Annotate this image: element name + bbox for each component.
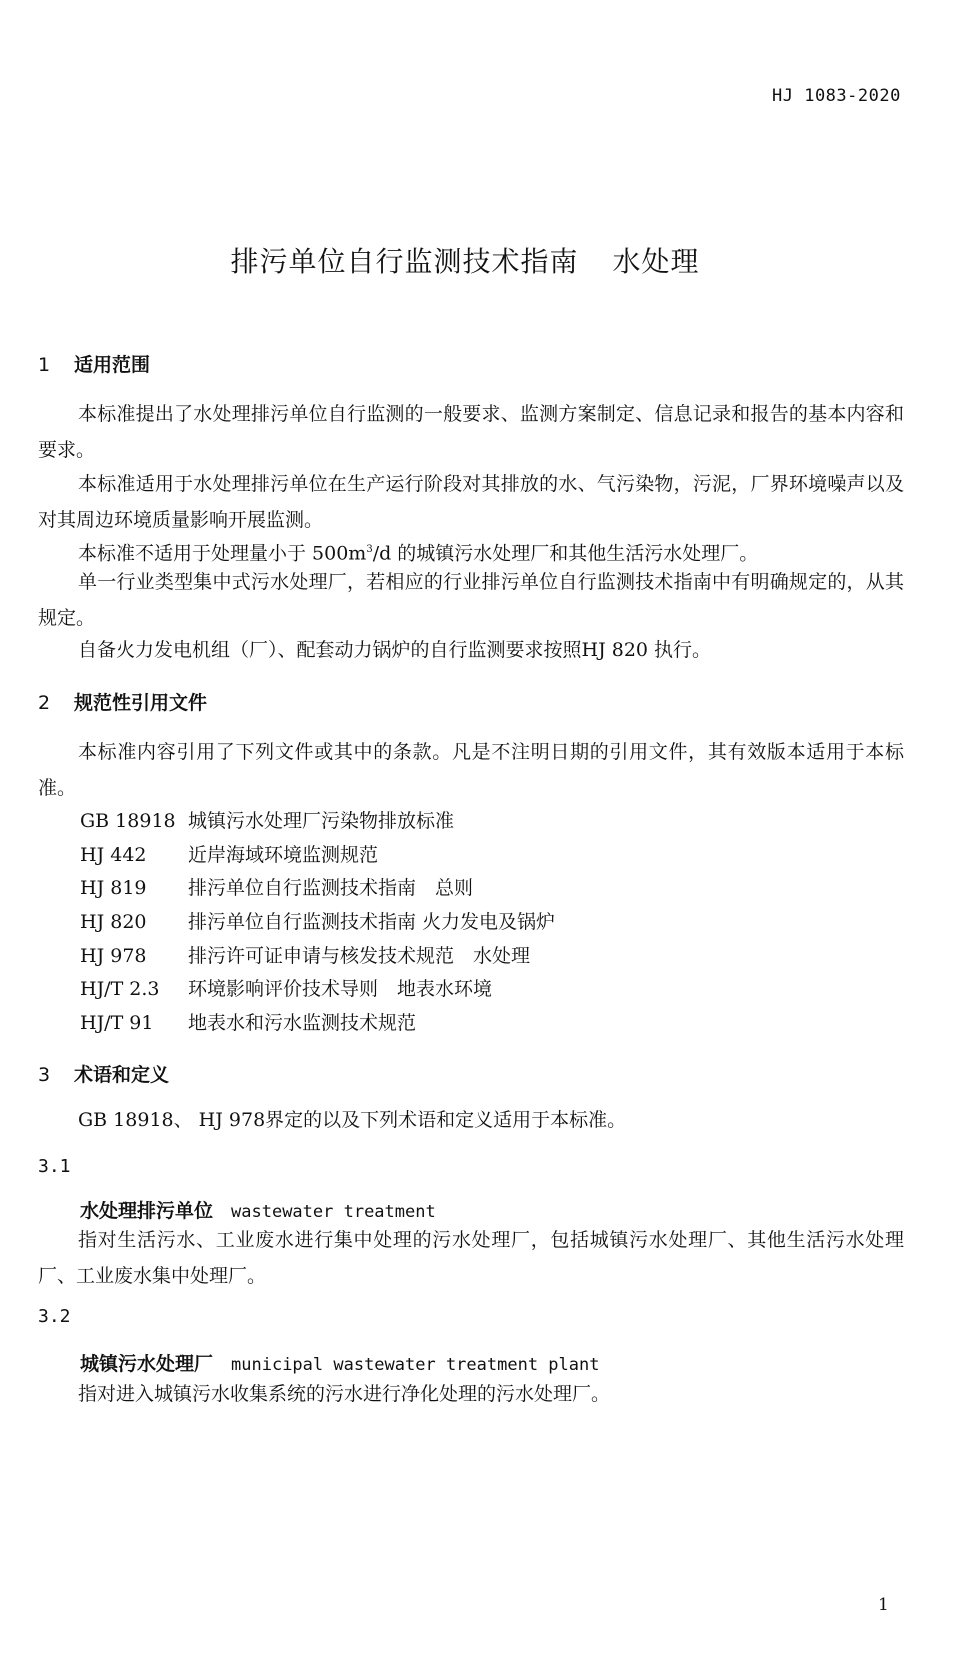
term-definition: 指对进入城镇污水收集系统的污水进行净化处理的污水处理厂。 (78, 1383, 611, 1405)
reference-item (80, 974, 492, 1001)
reference-name: 环境影响评价技术导则 地表水环境 (188, 978, 493, 1000)
reference-name: 排污许可证申请与核发技术规范 水处理 (188, 945, 531, 967)
section-title: 术语和定义 (74, 1064, 170, 1086)
reference-item (80, 873, 473, 900)
reference-name: 近岸海域环境监测规范 (188, 844, 379, 866)
reference-item (80, 941, 530, 968)
section-title: 适用范围 (74, 354, 151, 376)
paragraph: 本标准适用于水处理排污单位在生产运行阶段对其排放的水、气污染物，污泥，厂界环境噪声以及对其周边环境质量影响开展监测。 (38, 473, 904, 531)
document-title (0, 240, 930, 280)
reference-code: HJ 442 (80, 844, 147, 866)
term-english: wastewater treatment (231, 1202, 436, 1222)
reference-code: HJ 820 (80, 911, 147, 933)
reference-name: 城镇污水处理厂污染物排放标准 (188, 810, 455, 832)
section-1-heading (38, 350, 150, 377)
section-number: 3 (38, 1064, 51, 1086)
term-entry (80, 1349, 599, 1376)
reference-name: 地表水和污水监测技术规范 (188, 1012, 417, 1034)
capacity-superscript: 3 (366, 544, 373, 555)
subsection-number: 3.1 (38, 1156, 71, 1177)
paragraph: 单一行业类型集中式污水处理厂，若相应的行业排污单位自行监测技术指南中有明确规定的，从其规定。 (38, 571, 904, 629)
paragraph: 本标准内容引用了下列文件或其中的条款。凡是不注明日期的引用文件，其有效版本适用于本标准。 (38, 741, 904, 799)
title-main: 排污单位自行监测技术指南 (230, 245, 579, 278)
term-chinese: 城镇污水处理厂 (80, 1353, 214, 1375)
term-chinese: 水处理排污单位 (80, 1200, 214, 1222)
paragraph: 自备火力发电机组（厂）、配套动力锅炉的自行监测要求按照HJ 820 执行。 (78, 639, 712, 661)
reference-item (80, 907, 555, 934)
reference-item (80, 806, 454, 833)
section-3-heading (38, 1060, 169, 1087)
reference-name: 排污单位自行监测技术指南 火力发电及锅炉 (188, 911, 556, 933)
section-number: 2 (38, 692, 51, 714)
reference-code: HJ 978 (80, 945, 147, 967)
reference-code: HJ 819 (80, 877, 147, 899)
standard-code: HJ 1083-2020 (772, 86, 901, 106)
term-definition: 指对生活污水、工业废水进行集中处理的污水处理厂，包括城镇污水处理厂、其他生活污水处理厂、工业废水集中处理厂。 (38, 1229, 904, 1287)
subsection-number: 3.2 (38, 1306, 71, 1327)
capacity-text-after: /d 的城镇污水处理厂和其他生活污水处理厂。 (372, 542, 759, 565)
term-entry (80, 1196, 436, 1223)
section-title: 规范性引用文件 (74, 692, 208, 714)
reference-code: GB 18918 (80, 810, 176, 832)
section-number: 1 (38, 354, 51, 376)
page-number: 1 (878, 1595, 889, 1615)
reference-name: 排污单位自行监测技术指南 总则 (188, 877, 474, 899)
paragraph: 本标准提出了水处理排污单位自行监测的一般要求、监测方案制定、信息记录和报告的基本内容和要求。 (38, 403, 904, 461)
reference-item (80, 1008, 416, 1035)
title-sub: 水处理 (612, 245, 700, 278)
term-english: municipal wastewater treatment plant (231, 1355, 600, 1375)
reference-code: HJ/T 91 (80, 1012, 154, 1034)
reference-item (80, 840, 378, 867)
capacity-text-before: 本标准不适用于处理量小于 500m (78, 542, 367, 565)
reference-code: HJ/T 2.3 (80, 978, 160, 1000)
paragraph: GB 18918、 HJ 978界定的以及下列术语和定义适用于本标准。 (78, 1109, 627, 1131)
section-2-heading (38, 688, 207, 715)
